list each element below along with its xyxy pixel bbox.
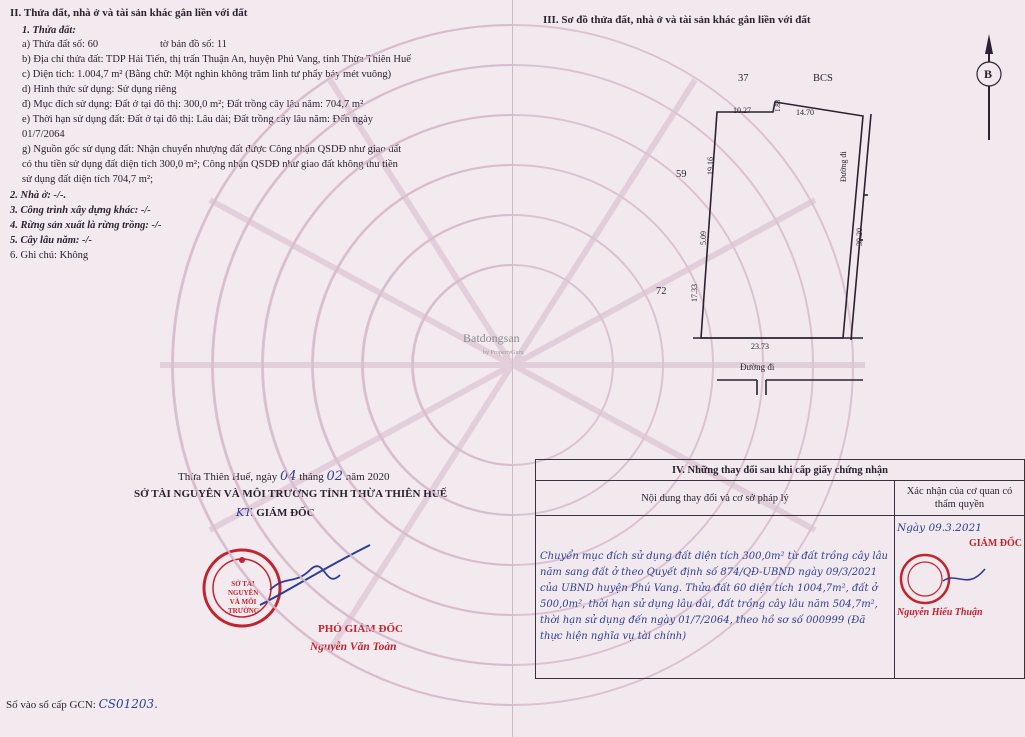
col-content-header: Nội dung thay đổi và cơ sở pháp lý bbox=[536, 481, 895, 516]
north-letter: B bbox=[984, 67, 993, 81]
confirm-stamp bbox=[897, 551, 987, 607]
construction-item: 3. Công trình xây dựng khác: -/- bbox=[10, 205, 151, 216]
north-arrow-icon bbox=[971, 30, 1011, 150]
usage-term-date: 01/7/2064 bbox=[22, 129, 65, 140]
deputy-director-title: PHÓ GIÁM ĐỐC bbox=[318, 623, 403, 635]
deputy-director-name: Nguyễn Văn Toàn bbox=[310, 641, 397, 653]
stamp-center-text: SỞ TÀI NGUYÊN VÀ MÔI TRƯỜNG bbox=[228, 580, 260, 615]
change-confirm-cell bbox=[895, 516, 1025, 679]
issuing-agency: SỞ TÀI NGUYÊN VÀ MÔI TRƯỜNG TỈNH THỪA THIÊN HUẾ bbox=[134, 488, 448, 500]
watermark-subtext: by PropertyGuru bbox=[483, 350, 524, 356]
adjacent-bcs: BCS bbox=[813, 73, 833, 84]
date-month-label: tháng bbox=[299, 471, 324, 483]
origin-line-2: có thu tiền sử dụng đất diện tích 300,0 m²; Công nhận QSDĐ như giao đất không thu tiền bbox=[22, 159, 398, 170]
house-item: 2. Nhà ở: -/-. bbox=[10, 190, 67, 201]
confirm-name: Nguyễn Hiếu Thuận bbox=[897, 607, 983, 618]
certificate-left-page bbox=[0, 0, 512, 737]
forest-item: 4. Rừng sản xuất là rừng trồng: -/- bbox=[10, 220, 162, 231]
adjacent-parcel-72: 72 bbox=[656, 286, 667, 297]
dim-east: 39.20 bbox=[855, 228, 864, 246]
usage-term: e) Thời hạn sử dụng đất: Đất ở tại đô thị: Lâu dài; Đất trồng cây lâu năm: Đến ngày bbox=[22, 114, 374, 125]
note-item: 6. Ghi chú: Không bbox=[10, 250, 89, 261]
dim-west-middle: 5.09 bbox=[699, 231, 708, 245]
parcel-number: a) Thửa đất số: 60 bbox=[22, 39, 99, 50]
registry-value: CS01203. bbox=[98, 697, 158, 711]
diagram-section-title: III. Sơ đồ thửa đất, nhà ở và tài sản khác gắn liền với đất bbox=[543, 14, 811, 26]
usage-purpose: đ) Mục đích sử dụng: Đất ở tại đô thị: 300,0 m²; Đất trồng cây lâu năm: 704,7 m² bbox=[22, 99, 364, 110]
confirm-title: GIÁM ĐỐC bbox=[968, 538, 1022, 549]
registry-number bbox=[6, 697, 158, 713]
issue-date bbox=[178, 470, 389, 485]
section-title: II. Thửa đất, nhà ở và tài sản khác gắn liền với đất bbox=[10, 7, 248, 19]
watermark-text: Batdongsan bbox=[463, 331, 520, 345]
date-prefix: Thừa Thiên Huế, ngày bbox=[178, 471, 278, 483]
col-confirm-header: Xác nhận của cơ quan có thẩm quyền bbox=[895, 481, 1025, 516]
road-label-south: Đường đi bbox=[740, 362, 775, 372]
change-entry-text: Chuyển mục đích sử dụng đất diện tích 300,0m² từ đất trồng cây lâu năm sang đất ở theo Quyết định số 874/QĐ-UBND ngày 09/3/2021 của UBND huyện Phú Vang. Thửa đất 60 diện tích 1004,7m², đất ở 500,0m², thời hạn sử dụng lâu dài, đất trồng cây lâu năm 504,7m², thời hạn sử dụng đến ngày 01/7/2064, theo hồ sơ số 000999 (Đã thực hiện nghĩa vụ tài chính) bbox=[536, 516, 895, 679]
adjacent-parcel-59: 59 bbox=[676, 169, 687, 180]
director-label: GIÁM ĐỐC bbox=[256, 507, 315, 519]
date-month: 02 bbox=[326, 469, 344, 484]
dim-west-upper: 19.16 bbox=[706, 157, 715, 175]
registry-label: Số vào sổ cấp GCN: bbox=[6, 699, 96, 711]
map-sheet-number: tờ bản đồ số: 11 bbox=[160, 39, 227, 50]
dim-jog: 1.88 bbox=[774, 99, 782, 112]
director-title bbox=[236, 506, 315, 521]
perennial-trees-item: 5. Cây lâu năm: -/- bbox=[10, 235, 92, 246]
changes-table-title: IV. Những thay đổi sau khi cấp giấy chứng nhận bbox=[536, 460, 1025, 481]
dim-top-right: 14.70 bbox=[796, 108, 814, 117]
dim-south: 23.73 bbox=[751, 342, 769, 351]
confirm-date: Ngày 09.3.2021 bbox=[897, 522, 982, 534]
road-label-east: Đường đi bbox=[839, 151, 848, 182]
parcel-address: b) Địa chỉ thửa đất: TDP Hải Tiến, thị trấn Thuận An, huyện Phú Vang, tỉnh Thừa Thiên Huế bbox=[22, 54, 411, 65]
date-day: 04 bbox=[279, 469, 297, 484]
parcel-heading: 1. Thửa đất: bbox=[22, 25, 76, 36]
origin-line-1: g) Nguồn gốc sử dụng đất: Nhận chuyển nhượng đất được Công nhận QSDĐ như giao đất bbox=[22, 144, 402, 155]
origin-line-3: sử dụng đất diện tích 704,7 m²; bbox=[22, 174, 154, 185]
dim-west-lower: 17.33 bbox=[690, 284, 699, 302]
dim-top-left: 10.27 bbox=[733, 106, 751, 115]
usage-form: d) Hình thức sử dụng: Sử dụng riêng bbox=[22, 84, 177, 95]
changes-table bbox=[535, 459, 1025, 679]
kt-prefix: KT. bbox=[236, 506, 254, 519]
date-year: năm 2020 bbox=[345, 471, 390, 483]
parcel-area: c) Diện tích: 1.004,7 m² (Bằng chữ: Một nghìn không trăm linh tư phẩy bảy mét vuông) bbox=[22, 69, 392, 80]
adjacent-parcel-37: 37 bbox=[738, 73, 749, 84]
parcel-plot-diagram bbox=[673, 90, 893, 410]
